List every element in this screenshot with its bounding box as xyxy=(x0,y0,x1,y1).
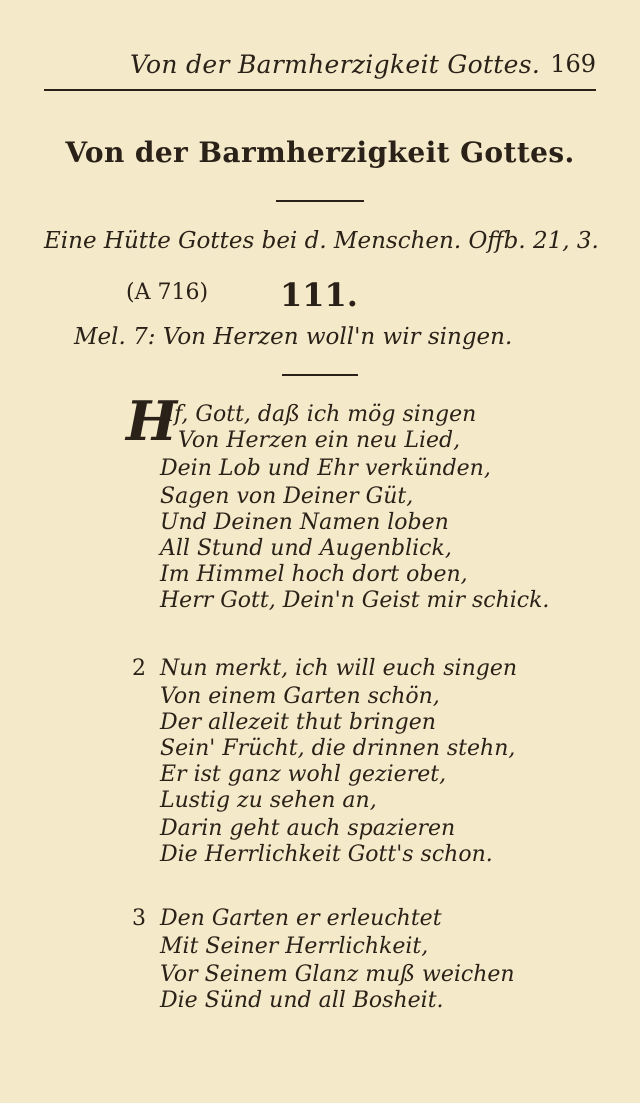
stanza-line: Er ist ganz wohl gezieret, xyxy=(160,762,447,787)
stanza-line: Sein' Frücht, die drinnen stehn, xyxy=(160,736,516,761)
stanza-line: All Stund und Augenblick, xyxy=(160,536,452,561)
stanza-line: Von einem Garten schön, xyxy=(160,684,440,709)
header-rule xyxy=(44,89,596,91)
melody-line: Mel. 7: Von Herzen woll'n wir singen. xyxy=(74,324,513,350)
stanza-line: Dein Lob und Ehr verkünden, xyxy=(160,456,491,481)
stanza-line: Und Deinen Namen loben xyxy=(160,510,449,535)
page-number: 169 xyxy=(550,50,596,78)
scripture-reference: Eine Hütte Gottes bei d. Menschen. Offb. 21, 3. xyxy=(44,228,599,254)
drop-cap: H xyxy=(126,389,178,453)
stanza-line: Die Sünd und all Bosheit. xyxy=(160,988,444,1013)
hymn-cross-reference: (A 716) xyxy=(126,280,209,305)
stanza-line: Der allezeit thut bringen xyxy=(160,710,436,735)
stanza-line: Von Herzen ein neu Lied, xyxy=(178,428,461,453)
stanza-number: 2 xyxy=(132,656,146,681)
stanza-line: Die Herrlichkeit Gott's schon. xyxy=(160,842,493,867)
stanza-line: Nun merkt, ich will euch singen xyxy=(160,656,518,681)
stanza-line: Im Himmel hoch dort oben, xyxy=(160,562,468,587)
stanza-line: Lustig zu sehen an, xyxy=(160,788,377,813)
hymn-number: 111. xyxy=(280,276,358,314)
stanza-line: ilf, Gott, daß ich mög singen xyxy=(160,402,477,427)
stanza-line: Mit Seiner Herrlichkeit, xyxy=(160,934,429,959)
stanza-line: Herr Gott, Dein'n Geist mir schick. xyxy=(160,588,550,613)
stanza-number: 3 xyxy=(132,906,146,931)
stanza-line: Darin geht auch spazieren xyxy=(160,816,456,841)
stanza-line: Vor Seinem Glanz muß weichen xyxy=(160,962,515,987)
running-head: Von der Barmherzigkeit Gottes. xyxy=(130,50,541,79)
title-divider xyxy=(276,200,364,202)
stanza-line: Den Garten er erleuchtet xyxy=(160,906,442,931)
melody-divider xyxy=(282,374,358,376)
section-title: Von der Barmherzigkeit Gottes. xyxy=(65,136,575,169)
stanza-line: Sagen von Deiner Güt, xyxy=(160,484,414,509)
